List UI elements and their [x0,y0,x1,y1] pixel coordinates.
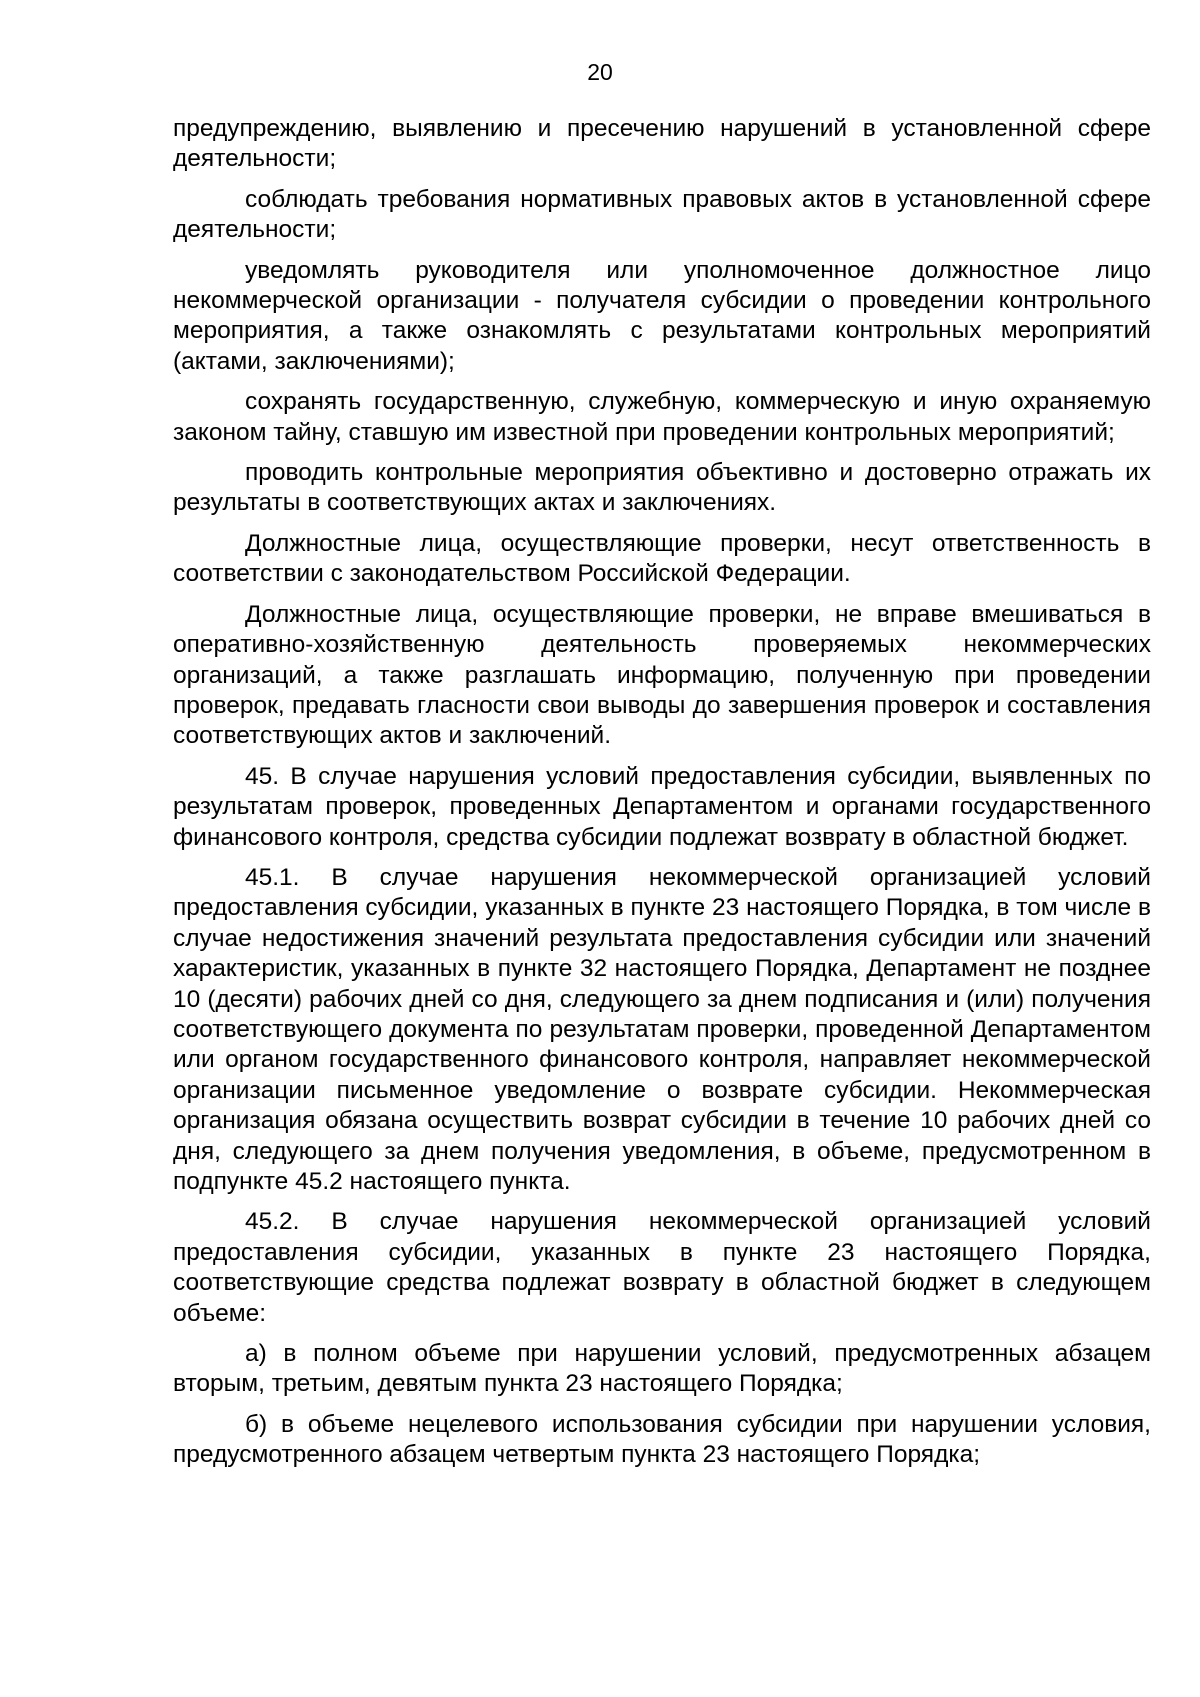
paragraph-subitem-a: а) в полном объеме при нарушении условий, предусмотренных абзацем вторым, третьим, девятым пункта 23 настоящего Порядка; [173,1340,1151,1398]
paragraph-item-45-1: 45.1. В случае нарушения некоммерческой организацией условий предоставления субсидии, указанных в пункте 23 настоящего Порядка, в том числе в случае недостижения значений результата предоставления субсидии или значений характеристик, указанных в пункте 32 настоящего Порядка, Департамент не позднее 10 (десяти) рабочих дней со дня, следующего за днем подписания и (или) получения соответствующего документа по результатам проверки, проведенной Департаментом или органом государственного финансового контроля, направляет некоммерческой организации письменное уведомление о возврате субсидии. Некоммерческая организация обязана осуществить возврат субсидии в течение 10 рабочих дней со дня, следующего за днем получения уведомления, в объеме, предусмотренном в подпункте 45.2 настоящего пункта. [173,863,1151,1195]
paragraph: проводить контрольные мероприятия объективно и достоверно отражать их результаты в соответствующих актах и заключениях. [173,459,1151,517]
paragraph: уведомлять руководителя или уполномоченное должностное лицо некоммерческой организации - получателя субсидии о проведении контрольного мероприятия, а также ознакомлять с результатами контрольных мероприятий (актами, заключениями); [173,256,1151,375]
paragraph-continuation: предупреждению, выявлению и пресечению нарушений в установленной сфере деятельности; [173,115,1151,173]
document-body [173,114,1151,1481]
paragraph-item-45: 45. В случае нарушения условий предоставления субсидии, выявленных по результатам проверок, проведенных Департаментом и органами государственного финансового контроля, средства субсидии подлежат возврату в областной бюджет. [173,762,1151,851]
paragraph-item-45-2: 45.2. В случае нарушения некоммерческой организацией условий предоставления субсидии, указанных в пункте 23 настоящего Порядка, соответствующие средства подлежат возврату в областной бюджет в следующем объеме: [173,1208,1151,1327]
page-number: 20 [587,59,613,85]
paragraph: Должностные лица, осуществляющие проверки, несут ответственность в соответствии с законодательством Российской Федерации. [173,529,1151,588]
paragraph: соблюдать требования нормативных правовых актов в установленной сфере деятельности; [173,185,1151,244]
paragraph-subitem-b: б) в объеме нецелевого использования субсидии при нарушении условия, предусмотренного абзацем четвертым пункта 23 настоящего Порядка; [173,1410,1151,1469]
paragraph: Должностные лица, осуществляющие проверки, не вправе вмешиваться в оперативно-хозяйственную деятельность проверяемых некоммерческих организаций, а также разглашать информацию, полученную при проведении проверок, предавать гласности свои выводы до завершения проверок и составления соответствующих актов и заключений. [173,600,1151,750]
paragraph: сохранять государственную, служебную, коммерческую и иную охраняемую законом тайну, ставшую им известной при проведении контрольных мероприятий; [173,388,1151,446]
